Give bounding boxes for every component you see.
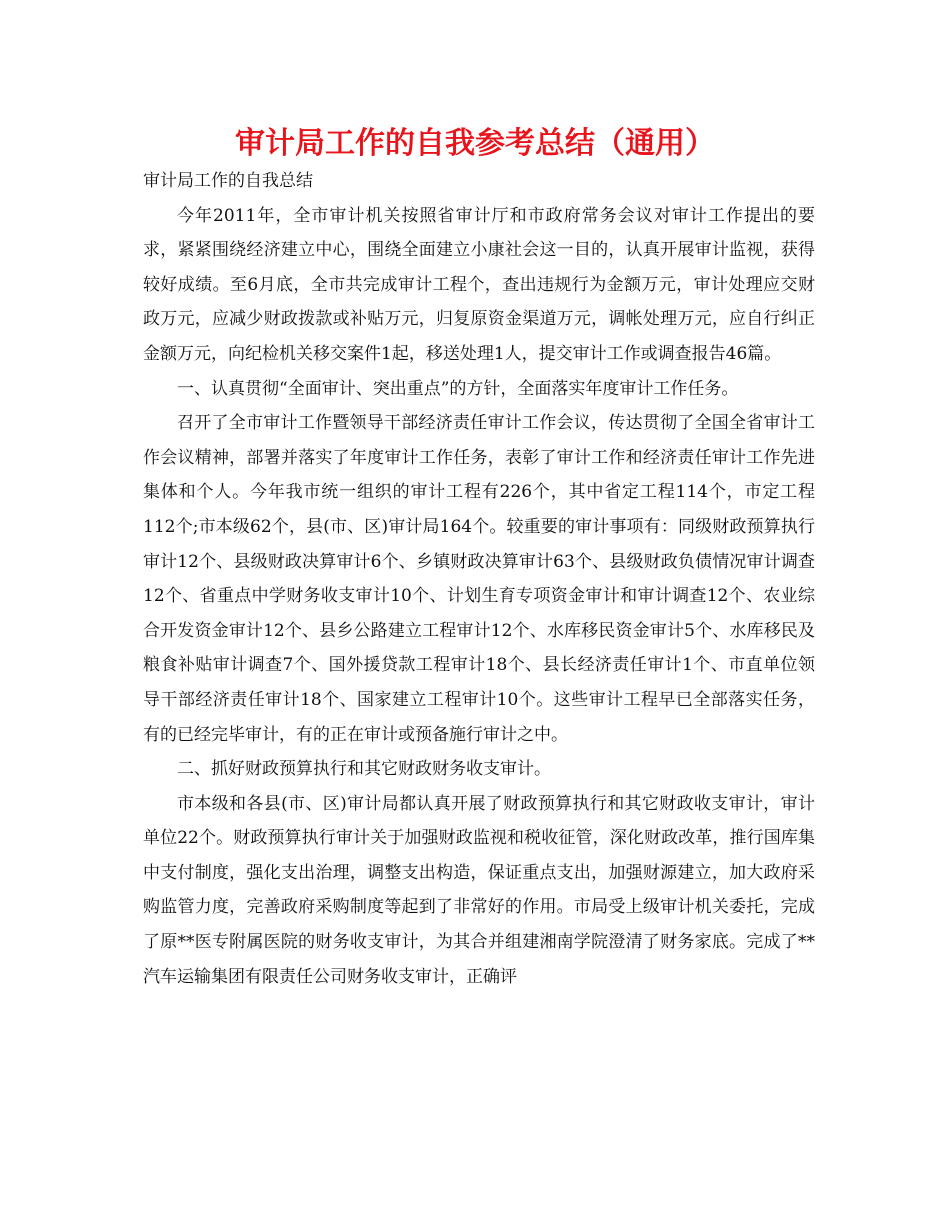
document-subtitle: 审计局工作的自我总结 xyxy=(143,171,313,191)
paragraph-section-2: 市本级和各县(市、区)审计局都认真开展了财政预算执行和其它财政收支审计，审计单位22个。财政预算执行审计关于加强财政监视和税收征管，深化财政改革，推行国库集中支付制度，强化支出治理，调整支出构造，保证重点支出，加强财源建立，加大政府采购监管力度，完善政府采购制度等起到了非常好的作用。市局受上级审计机关委托，完成了原**医专附属医院的财务收支审计，为其合并组建湘南学院澄清了财务家底。完成了**汽车运输集团有限责任公司财务收支审计，正确评 xyxy=(143,793,815,987)
document-title: 审计局工作的自我参考总结（通用） xyxy=(235,126,715,161)
document-body xyxy=(143,164,815,994)
section-heading-2: 二、抓好财政预算执行和其它财政财务收支审计。 xyxy=(177,759,551,780)
paragraph-summary: 今年2011年，全市审计机关按照省审计厅和市政府常务会议对审计工作提出的要求，紧紧围绕经济建立中心，围绕全面建立小康社会这一目的，认真开展审计监视，获得较好成绩。至6月底，全市共完成审计工程个，查出违规行为金额万元，审计处理应交财政万元，应减少财政拨款或补贴万元，归复原资金渠道万元，调帐处理万元，应自行纠正金额万元，向纪检机关移交案件1起，移送处理1人，提交审计工作或调查报告46篇。 xyxy=(143,205,815,364)
section-heading-1: 一、认真贯彻“全面审计、突出重点”的方针，全面落实年度审计工作任务。 xyxy=(177,378,739,399)
paragraph-section-1: 召开了全市审计工作暨领导干部经济责任审计工作会议，传达贯彻了全国全省审计工作会议精神，部署并落实了年度审计工作任务，表彰了审计工作和经济责任审计工作先进集体和个人。今年我市统一组织的审计工程有226个，其中省定工程114个，市定工程112个;市本级62个，县(市、区)审计局164个。较重要的审计事项有：同级财政预算执行审计12个、县级财政决算审计6个、乡镇财政决算审计63个、县级财政负债情况审计调查12个、省重点中学财务收支审计10个、计划生育专项资金审计和审计调查12个、农业综合开发资金审计12个、县乡公路建立工程审计12个、水库移民资金审计5个、水库移民及粮食补贴审计调查7个、国外援贷款工程审计18个、县长经济责任审计1个、市直单位领导干部经济责任审计18个、国家建立工程审计10个。这些审计工程早已全部落实任务，有的已经完毕审计，有的正在审计或预备施行审计之中。 xyxy=(143,413,815,745)
